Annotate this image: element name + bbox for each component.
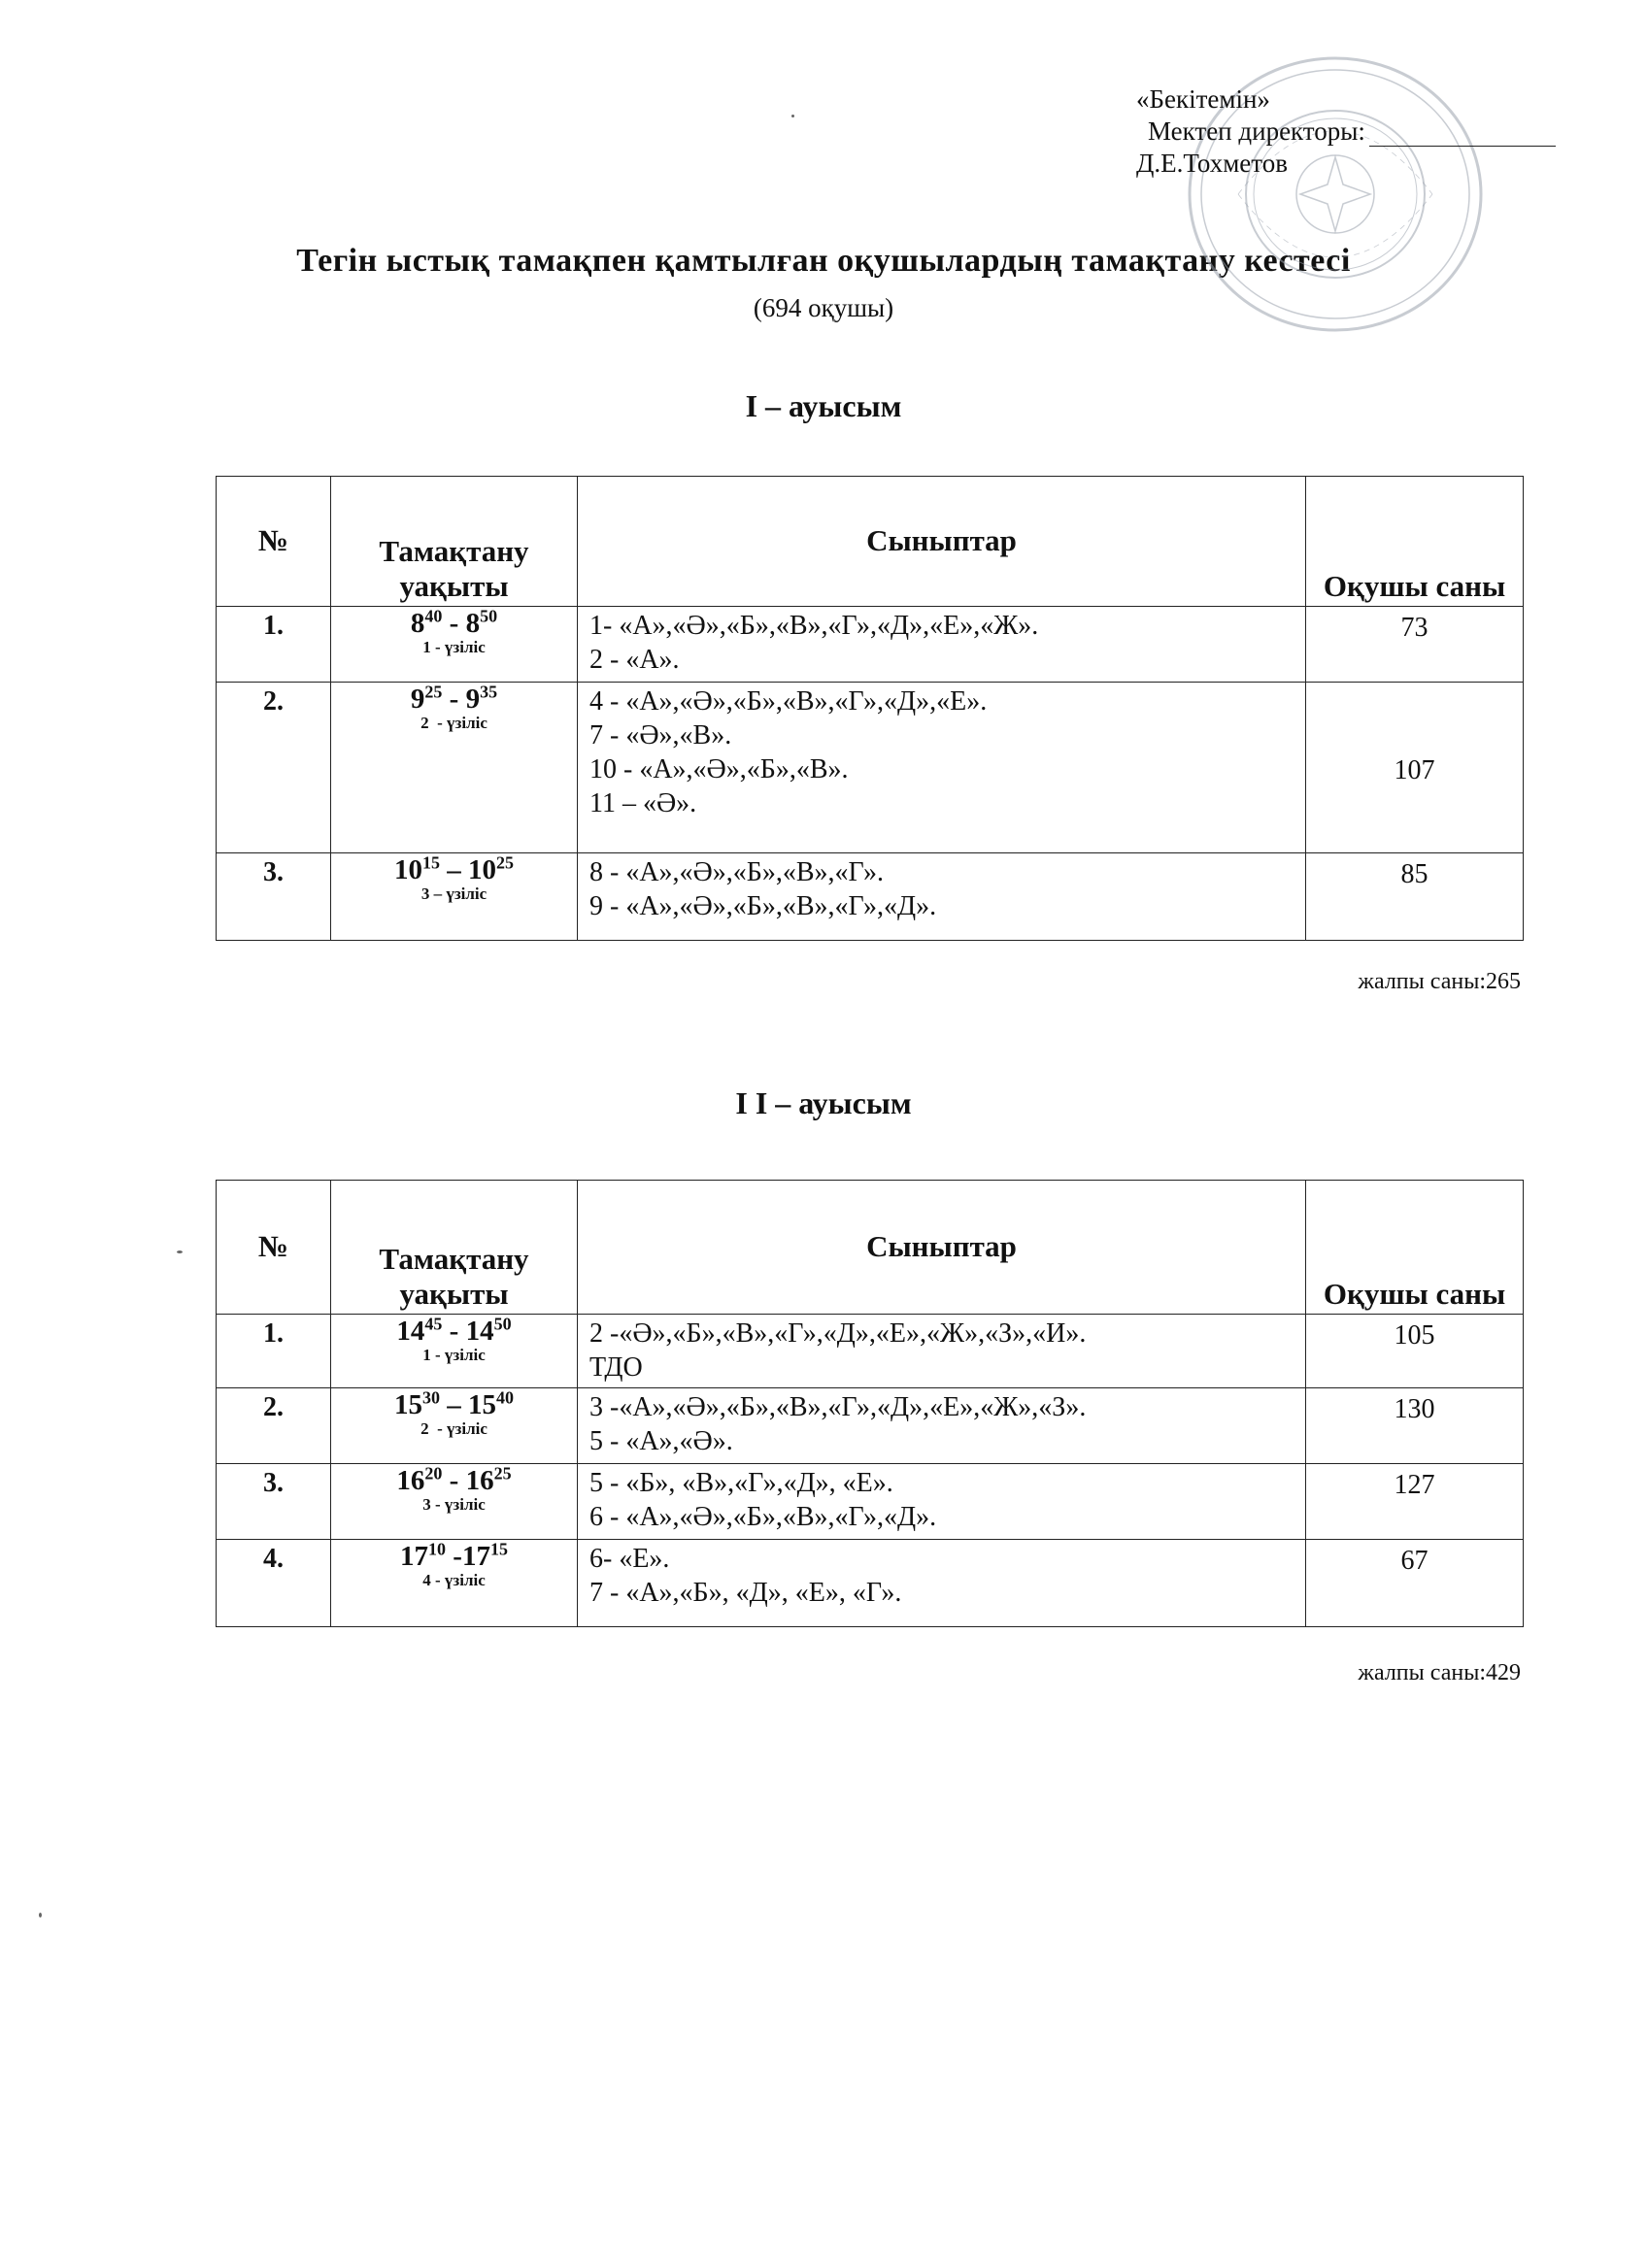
table-row: [217, 1388, 1524, 1464]
meal-time: [331, 606, 577, 639]
class-line: 3 -«А»,«Ә»,«Б»,«В»,«Г»,«Д»,«Е»,«Ж»,«З».: [589, 1392, 1087, 1422]
meal-time: [331, 1314, 577, 1347]
break-label: 3 – үзіліс: [420, 884, 487, 903]
meal-time-cell: [331, 1540, 578, 1627]
header-no: №: [217, 1181, 331, 1315]
time-end-minutes: 35: [480, 682, 498, 702]
row-number: 2.: [217, 1388, 331, 1464]
header-no: №: [217, 477, 331, 607]
class-line: 7 - «Ә»,«В».: [589, 720, 732, 750]
header-count: Оқушы саны: [1306, 477, 1524, 607]
shift1-heading: I – ауысым: [745, 388, 902, 423]
time-end-minutes: 25: [496, 852, 514, 873]
director-name: Д.Е.Тохметов: [1136, 149, 1288, 178]
table-header-row: [217, 477, 1524, 607]
approval-block: [1136, 83, 1365, 180]
shift2-rows: [217, 1315, 1524, 1627]
row-number: 3.: [217, 1464, 331, 1540]
student-count: 73: [1306, 607, 1524, 683]
time-end-minutes: 50: [493, 1314, 512, 1334]
class-line: 5 - «Б», «В»,«Г»,«Д», «Е».: [589, 1468, 893, 1498]
time-end-hour: 14: [465, 1316, 494, 1347]
meal-time: [331, 684, 577, 714]
scan-speck: [177, 1251, 183, 1253]
meal-time: [331, 1387, 577, 1420]
time-start-hour: 9: [410, 684, 425, 715]
time-start-hour: 15: [394, 1389, 422, 1420]
time-end-hour: 15: [468, 1389, 496, 1420]
classes-cell: [578, 1388, 1306, 1464]
row-number: 3.: [217, 853, 331, 941]
shift2-total: жалпы саны:429: [1358, 1660, 1521, 1685]
time-separator: -: [442, 608, 466, 639]
approval-label: «Бекітемін»: [1136, 84, 1270, 114]
class-line: 9 - «А»,«Ә»,«Б»,«В»,«Г»,«Д».: [589, 891, 937, 921]
student-count: 107: [1306, 683, 1524, 853]
time-separator: -: [442, 684, 466, 715]
class-line: 10 - «А»,«Ә»,«Б»,«В».: [589, 754, 849, 784]
classes-cell: [578, 853, 1306, 941]
row-number: 4.: [217, 1540, 331, 1627]
time-start-minutes: 20: [424, 1463, 443, 1484]
shift1-total: жалпы саны:265: [1358, 969, 1521, 994]
classes-cell: [578, 1464, 1306, 1540]
time-separator: -: [442, 1316, 466, 1347]
time-separator: -: [442, 1465, 466, 1496]
class-line: 4 - «А»,«Ә»,«Б»,«В»,«Г»,«Д»,«Е».: [589, 686, 988, 717]
break-label: 2 - үзіліс: [420, 714, 487, 732]
meal-time-cell: [331, 1315, 578, 1388]
break-label: 4 - үзіліс: [422, 1571, 486, 1589]
classes-cell: [578, 683, 1306, 853]
time-start-hour: 10: [394, 854, 422, 885]
class-line: ТДО: [589, 1352, 643, 1383]
meal-time-cell: [331, 1388, 578, 1464]
header-time: Тамақтану уақыты: [331, 477, 578, 607]
time-start-minutes: 15: [422, 852, 440, 873]
classes-cell: [578, 1540, 1306, 1627]
time-end-minutes: 25: [493, 1463, 512, 1484]
class-line: 11 – «Ә».: [589, 788, 697, 818]
class-line: 7 - «А»,«Б», «Д», «Е», «Г».: [589, 1578, 902, 1608]
time-start-hour: 8: [410, 608, 425, 639]
scan-speck: [791, 115, 794, 117]
row-number: 1.: [217, 607, 331, 683]
meal-time: [331, 1463, 577, 1496]
header-time: Тамақтану уақыты: [331, 1181, 578, 1315]
time-end-minutes: 50: [480, 606, 498, 626]
table-row: [217, 853, 1524, 941]
shift2-heading: I I – ауысым: [735, 1085, 912, 1120]
classes-cell: [578, 1315, 1306, 1388]
meal-time-cell: [331, 853, 578, 941]
class-line: 1- «А»,«Ә»,«Б»,«В»,«Г»,«Д»,«Е»,«Ж».: [589, 611, 1039, 641]
meal-time-cell: [331, 1464, 578, 1540]
time-end-hour: 16: [465, 1465, 494, 1496]
time-end-hour: 8: [465, 608, 481, 639]
class-line: 6 - «А»,«Ә»,«Б»,«В»,«Г»,«Д».: [589, 1502, 937, 1532]
class-line: 2 -«Ә»,«Б»,«В»,«Г»,«Д»,«Е»,«Ж»,«З»,«И».: [589, 1318, 1087, 1349]
meal-time: [331, 852, 577, 885]
time-start-minutes: 45: [424, 1314, 443, 1334]
student-count: 85: [1306, 853, 1524, 941]
table-header-row: [217, 1181, 1524, 1315]
break-label: 1 - үзіліс: [422, 1346, 486, 1364]
time-separator: –: [440, 854, 468, 885]
director-title: Мектеп директоры:: [1148, 117, 1365, 146]
student-count: 127: [1306, 1464, 1524, 1540]
time-end-minutes: 40: [496, 1387, 514, 1408]
table-row: [217, 607, 1524, 683]
time-separator: –: [440, 1389, 468, 1420]
signature-line: [1369, 146, 1556, 147]
time-start-hour: 14: [396, 1316, 425, 1347]
time-start-minutes: 30: [422, 1387, 440, 1408]
student-count: 67: [1306, 1540, 1524, 1627]
time-end-hour: 9: [465, 684, 481, 715]
row-number: 1.: [217, 1315, 331, 1388]
row-number: 2.: [217, 683, 331, 853]
time-end-hour: 10: [468, 854, 496, 885]
student-count: 130: [1306, 1388, 1524, 1464]
break-label: 2 - үзіліс: [420, 1419, 487, 1438]
shift1-table: [216, 476, 1524, 941]
shift2-table: [216, 1180, 1524, 1627]
time-start-minutes: 25: [424, 682, 443, 702]
table-row: [217, 683, 1524, 853]
class-line: 8 - «А»,«Ә»,«Б»,«В»,«Г».: [589, 857, 885, 887]
break-label: 1 - үзіліс: [422, 638, 486, 656]
time-end-minutes: 15: [489, 1539, 508, 1559]
meal-time: [331, 1539, 577, 1572]
class-line: 6- «Е».: [589, 1544, 670, 1574]
class-line: 2 - «А».: [589, 645, 680, 675]
header-count: Оқушы саны: [1306, 1181, 1524, 1315]
document-subtitle: (694 оқушы): [753, 293, 894, 322]
scan-speck: [39, 1913, 42, 1918]
document-title: Тегін ыстық тамақпен қамтылған оқушылардың тамақтану кестесі: [296, 243, 1351, 279]
table-row: [217, 1540, 1524, 1627]
time-start-hour: 17: [400, 1541, 429, 1572]
time-start-hour: 16: [396, 1465, 425, 1496]
header-classes: Сыныптар: [578, 1181, 1306, 1315]
shift1-rows: [217, 607, 1524, 941]
meal-time-cell: [331, 607, 578, 683]
meal-time-cell: [331, 683, 578, 853]
time-start-minutes: 40: [424, 606, 443, 626]
time-end-hour: 17: [461, 1541, 490, 1572]
class-line: 5 - «А»,«Ә».: [589, 1426, 733, 1456]
classes-cell: [578, 607, 1306, 683]
student-count: 105: [1306, 1315, 1524, 1388]
time-start-minutes: 10: [428, 1539, 447, 1559]
break-label: 3 - үзіліс: [422, 1495, 486, 1514]
table-row: [217, 1315, 1524, 1388]
time-separator: -: [446, 1541, 462, 1572]
table-row: [217, 1464, 1524, 1540]
header-classes: Сыныптар: [578, 477, 1306, 607]
